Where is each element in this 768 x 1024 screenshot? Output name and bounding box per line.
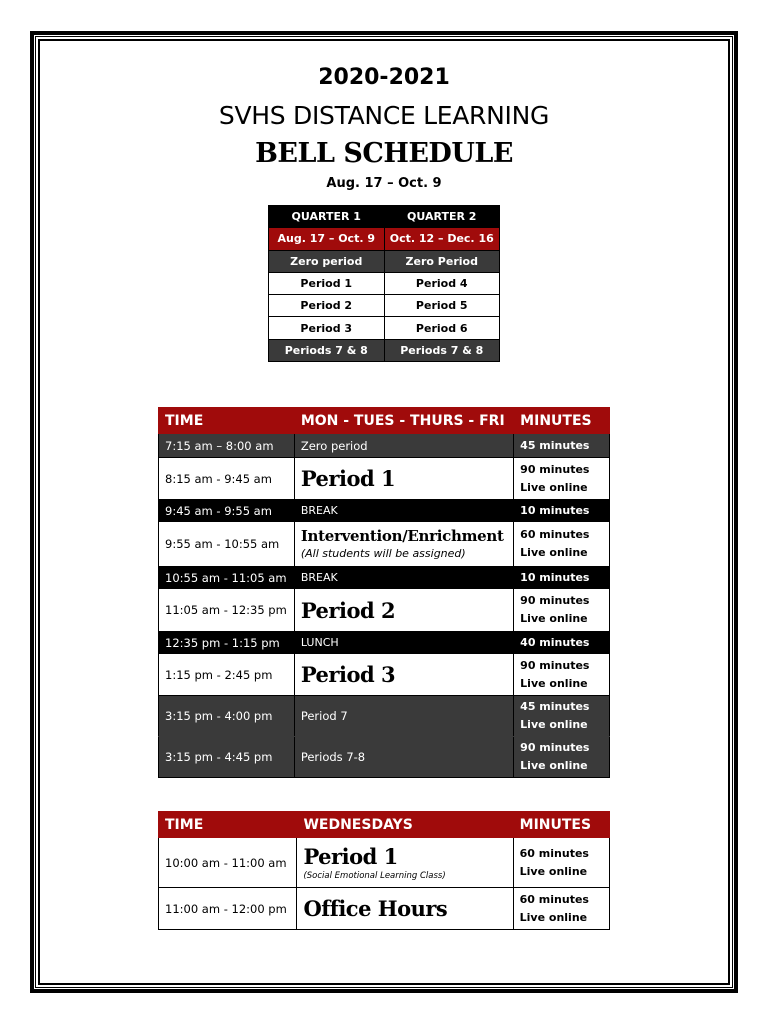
schedule-row: [159, 522, 610, 567]
minutes-value: 60 minutes: [519, 846, 589, 860]
minutes-header: MINUTES: [513, 812, 609, 838]
minutes-value: 60 minutes: [520, 528, 590, 541]
minutes-mode: Live online: [520, 612, 588, 625]
activity-cell: [297, 888, 513, 930]
time-cell: 11:05 am - 12:35 pm: [159, 589, 295, 632]
minutes-cell: [514, 522, 610, 567]
days-header: WEDNESDAYS: [297, 812, 513, 838]
minutes-cell: 10 minutes: [514, 500, 610, 522]
minutes-mode: Live online: [520, 480, 588, 494]
schedule-row: [159, 589, 610, 632]
schedule-row: [159, 838, 610, 888]
minutes-cell: [513, 888, 609, 930]
schedule-row: [159, 632, 610, 654]
time-cell: 3:15 pm - 4:45 pm: [159, 737, 295, 778]
minutes-mode: Live online: [519, 910, 588, 924]
minutes-mode: Live online: [519, 864, 588, 878]
wednesday-schedule-table: [158, 811, 610, 930]
quarter-1-period: Period 1: [269, 272, 385, 294]
time-header: TIME: [159, 812, 297, 838]
time-header: TIME: [159, 408, 295, 434]
time-cell: 10:55 am - 11:05 am: [159, 567, 295, 589]
days-header: MON - TUES - THURS - FRI: [294, 408, 513, 434]
quarter-1-period: Period 2: [269, 295, 385, 317]
minutes-cell: 10 minutes: [514, 567, 610, 589]
minutes-mode: Live online: [520, 759, 588, 772]
quarter-2-header: QUARTER 2: [384, 206, 500, 228]
schedule-row: [159, 500, 610, 522]
activity-title: Office Hours: [303, 896, 448, 921]
time-cell: 1:15 pm - 2:45 pm: [159, 654, 295, 696]
minutes-cell: 40 minutes: [514, 632, 610, 654]
activity-cell: Period 7: [294, 696, 513, 737]
school-program-title: SVHS DISTANCE LEARNING: [218, 101, 550, 130]
quarter-2-period: Period 5: [384, 295, 500, 317]
minutes-value: 60 minutes: [519, 892, 589, 906]
minutes-cell: 45 minutes: [514, 434, 610, 458]
minutes-mode: Live online: [520, 546, 588, 559]
minutes-value: 90 minutes: [520, 658, 590, 672]
quarter-dates-row: [269, 228, 500, 250]
minutes-value: 90 minutes: [520, 594, 590, 607]
time-cell: 9:55 am - 10:55 am: [159, 522, 295, 567]
page-title: BELL SCHEDULE: [255, 138, 513, 169]
minutes-value: 90 minutes: [520, 741, 590, 754]
minutes-cell: [513, 838, 609, 888]
activity-cell: Zero period: [294, 434, 513, 458]
schedule-row: [159, 696, 610, 737]
activity-cell: Periods 7-8: [294, 737, 513, 778]
time-cell: 8:15 am - 9:45 am: [159, 458, 295, 500]
minutes-cell: [514, 696, 610, 737]
minutes-cell: [514, 458, 610, 500]
schedule-row: [159, 567, 610, 589]
schedule-header-row: [159, 408, 610, 434]
schedule-header-row: [159, 812, 610, 838]
quarter-1-last: Periods 7 & 8: [269, 339, 385, 361]
minutes-mode: Live online: [520, 676, 588, 690]
activity-title: Period 2: [300, 597, 396, 623]
quarter-period-row: [269, 272, 500, 294]
activity-cell: BREAK: [294, 567, 513, 589]
minutes-cell: [514, 589, 610, 632]
activity-cell: [294, 458, 513, 500]
quarter-period-row: [269, 295, 500, 317]
minutes-cell: [514, 737, 610, 778]
activity-title: Intervention/Enrichment: [300, 527, 504, 545]
quarter-zero-row: [269, 250, 500, 272]
activity-title: Period 1: [303, 843, 398, 869]
quarter-2-last: Periods 7 & 8: [384, 339, 500, 361]
quarter-2-period: Period 6: [384, 317, 500, 339]
quarter-2-zero: Zero Period: [384, 250, 500, 272]
quarter-header-row: [269, 206, 500, 228]
activity-cell: BREAK: [294, 500, 513, 522]
quarter-2-period: Period 4: [384, 272, 500, 294]
activity-cell: [294, 654, 513, 696]
time-cell: 9:45 am - 9:55 am: [159, 500, 295, 522]
activity-cell: [294, 589, 513, 632]
activity-title: Period 3: [300, 662, 396, 687]
minutes-mode: Live online: [520, 718, 588, 731]
date-range: Aug. 17 – Oct. 9: [326, 176, 442, 191]
quarter-2-dates: Oct. 12 – Dec. 16: [384, 228, 500, 250]
minutes-value: 45 minutes: [520, 700, 590, 713]
time-cell: 11:00 am - 12:00 pm: [159, 888, 297, 930]
quarter-1-zero: Zero period: [269, 250, 385, 272]
activity-note: (Social Emotional Learning Class): [303, 870, 446, 881]
activity-note: (All students will be assigned): [300, 547, 466, 560]
quarter-1-header: QUARTER 1: [269, 206, 385, 228]
quarter-last-row: [269, 339, 500, 361]
schedule-row: [159, 888, 610, 930]
activity-cell: [297, 838, 513, 888]
time-cell: 12:35 pm - 1:15 pm: [159, 632, 295, 654]
minutes-header: MINUTES: [514, 408, 610, 434]
minutes-cell: [514, 654, 610, 696]
schedule-row: [159, 434, 610, 458]
activity-cell: LUNCH: [294, 632, 513, 654]
schedule-row: [159, 654, 610, 696]
quarter-table: [268, 205, 500, 362]
main-schedule-table: [158, 407, 610, 778]
school-year: 2020-2021: [318, 65, 450, 90]
quarter-period-row: [269, 317, 500, 339]
time-cell: 3:15 pm - 4:00 pm: [159, 696, 295, 737]
time-cell: 10:00 am - 11:00 am: [159, 838, 297, 888]
minutes-value: 90 minutes: [520, 462, 590, 476]
quarter-1-period: Period 3: [269, 317, 385, 339]
time-cell: 7:15 am – 8:00 am: [159, 434, 295, 458]
quarter-1-dates: Aug. 17 – Oct. 9: [269, 228, 385, 250]
schedule-row: [159, 458, 610, 500]
schedule-row: [159, 737, 610, 778]
activity-cell: [294, 522, 513, 567]
activity-title: Period 1: [300, 466, 396, 491]
